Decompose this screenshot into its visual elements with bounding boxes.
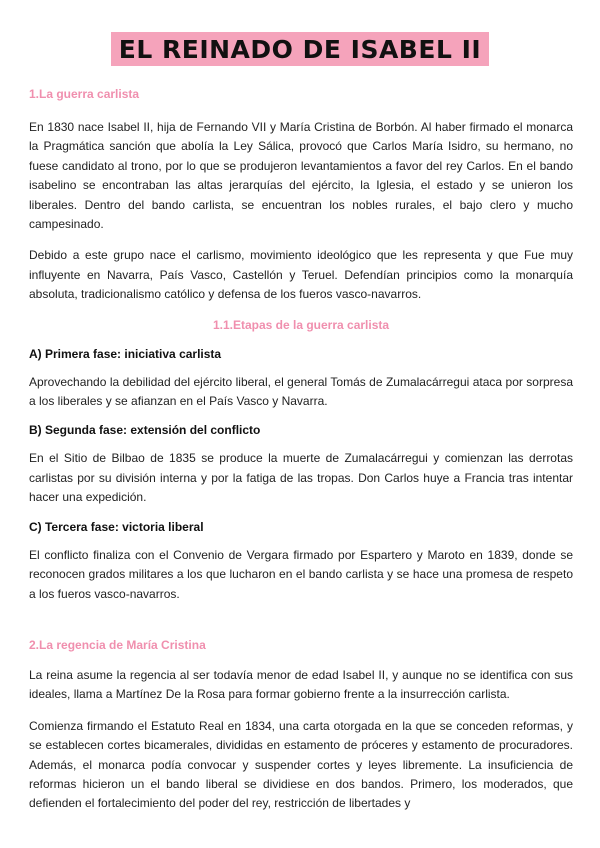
phase-a-text: Aprovechando la debilidad del ejército liberal, el general Tomás de Zumalacárregui ataca por sorpresa a los liberales y se afianzan en el País Vasco y Navarra. <box>29 374 573 409</box>
title-container <box>0 32 600 66</box>
subsection-heading-etapas: 1.1.Etapas de la guerra carlista <box>212 317 390 332</box>
section-heading-guerra-carlista: 1.La guerra carlista <box>29 87 140 101</box>
phase-b-heading: B) Segunda fase: extensión del conflicto <box>29 423 261 438</box>
paragraph-estatuto-real: Comienza firmando el Estatuto Real en 1834, una carta otorgada en la que se conceden reformas, y se establecen cortes bicamerales, divididas en estamento de próceres y estamento de procuradores. Además, el monarca podía convocar y suspender cortes y leyes libremente. La insuficiencia de reformas hicieron un el bando liberal se dividiese en dos bandos. Primero, los moderados, que defienden el fortalecimiento del poder del rey, restricción de libertades y <box>29 718 573 811</box>
section-heading-regencia: 2.La regencia de María Cristina <box>29 637 206 652</box>
paragraph-carlismo: Debido a este grupo nace el carlismo, movimiento ideológico que les representa y que Fue muy influyente en Navarra, País Vasco, Castellón y Teruel. Defendían principios como la monarquía absoluta, tradicionalismo católico y defensa de los fueros vasco-navarros. <box>29 248 573 302</box>
phase-c-heading: C) Tercera fase: victoria liberal <box>29 519 204 534</box>
phase-b-text: En el Sitio de Bilbao de 1835 se produce la muerte de Zumalacárregui y comienzan las derrotas carlistas por su división interna y por la fatiga de las tropas. Don Carlos huye a Francia tras intentar hacer una expedición. <box>29 451 573 505</box>
phase-c-text: El conflicto finaliza con el Convenio de Vergara firmado por Espartero y Maroto en 1839, donde se reconocen grados militares a los que lucharon en el bando carlista y se hace una promesa de respeto a los fueros vasco-navarros. <box>29 547 573 601</box>
paragraph-intro: En 1830 nace Isabel II, hija de Fernando VII y María Cristina de Borbón. Al haber firmado el monarca la Pragmática sanción que abolía la Ley Sálica, provocó que Carlos María Isidro, su hermano, no fuese candidato al trono, por lo que se produjeron levantamientos a favor del rey Carlos. En el bando isabelino se encontraban las altas jerarquías del ejército, la Iglesia, el estado y se unieron los liberales. Dentro del bando carlista, se encuentran los nobles rurales, el bajo clero y mucho campesinado. <box>29 120 573 232</box>
document-title: EL REINADO DE ISABEL II <box>111 32 489 66</box>
paragraph-regencia: La reina asume la regencia al ser todavía menor de edad Isabel II, y aunque no se identifica con sus ideales, llama a Martínez De la Rosa para formar gobierno frente a la insurrección carlista. <box>29 667 573 702</box>
phase-a-heading: A) Primera fase: iniciativa carlista <box>29 346 222 361</box>
document-body <box>29 86 573 814</box>
